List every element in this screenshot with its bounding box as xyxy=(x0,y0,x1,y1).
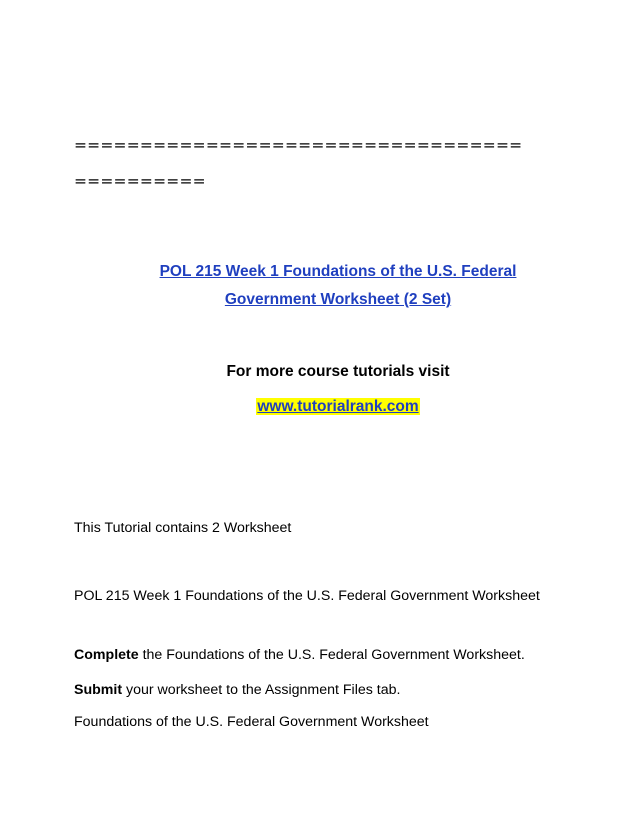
submit-instruction xyxy=(74,680,574,701)
submit-label: Submit xyxy=(74,682,123,698)
worksheet-title-paragraph: POL 215 Week 1 Foundations of the U.S. Federal Government Worksheet xyxy=(74,588,540,604)
complete-instruction xyxy=(74,645,574,666)
document-title-line-1[interactable]: POL 215 Week 1 Foundations of the U.S. Federal xyxy=(159,263,517,280)
complete-text: the Foundations of the U.S. Federal Government Worksheet. xyxy=(138,647,525,663)
submit-text: your worksheet to the Assignment Files tab. xyxy=(122,682,401,698)
visit-text: For more course tutorials visit xyxy=(226,363,450,380)
tutorial-contains-text: This Tutorial contains 2 Worksheet xyxy=(74,520,292,536)
separator-line-1: ================================== xyxy=(74,136,523,154)
complete-label: Complete xyxy=(74,647,139,663)
tutorial-link-container xyxy=(74,397,602,417)
document-title-line-2[interactable]: Government Worksheet (2 Set) xyxy=(224,291,452,308)
separator-line-2: ========== xyxy=(74,172,206,190)
foundations-heading: Foundations of the U.S. Federal Government Worksheet xyxy=(74,714,429,730)
tutorial-link[interactable]: www.tutorialrank.com xyxy=(257,398,419,415)
